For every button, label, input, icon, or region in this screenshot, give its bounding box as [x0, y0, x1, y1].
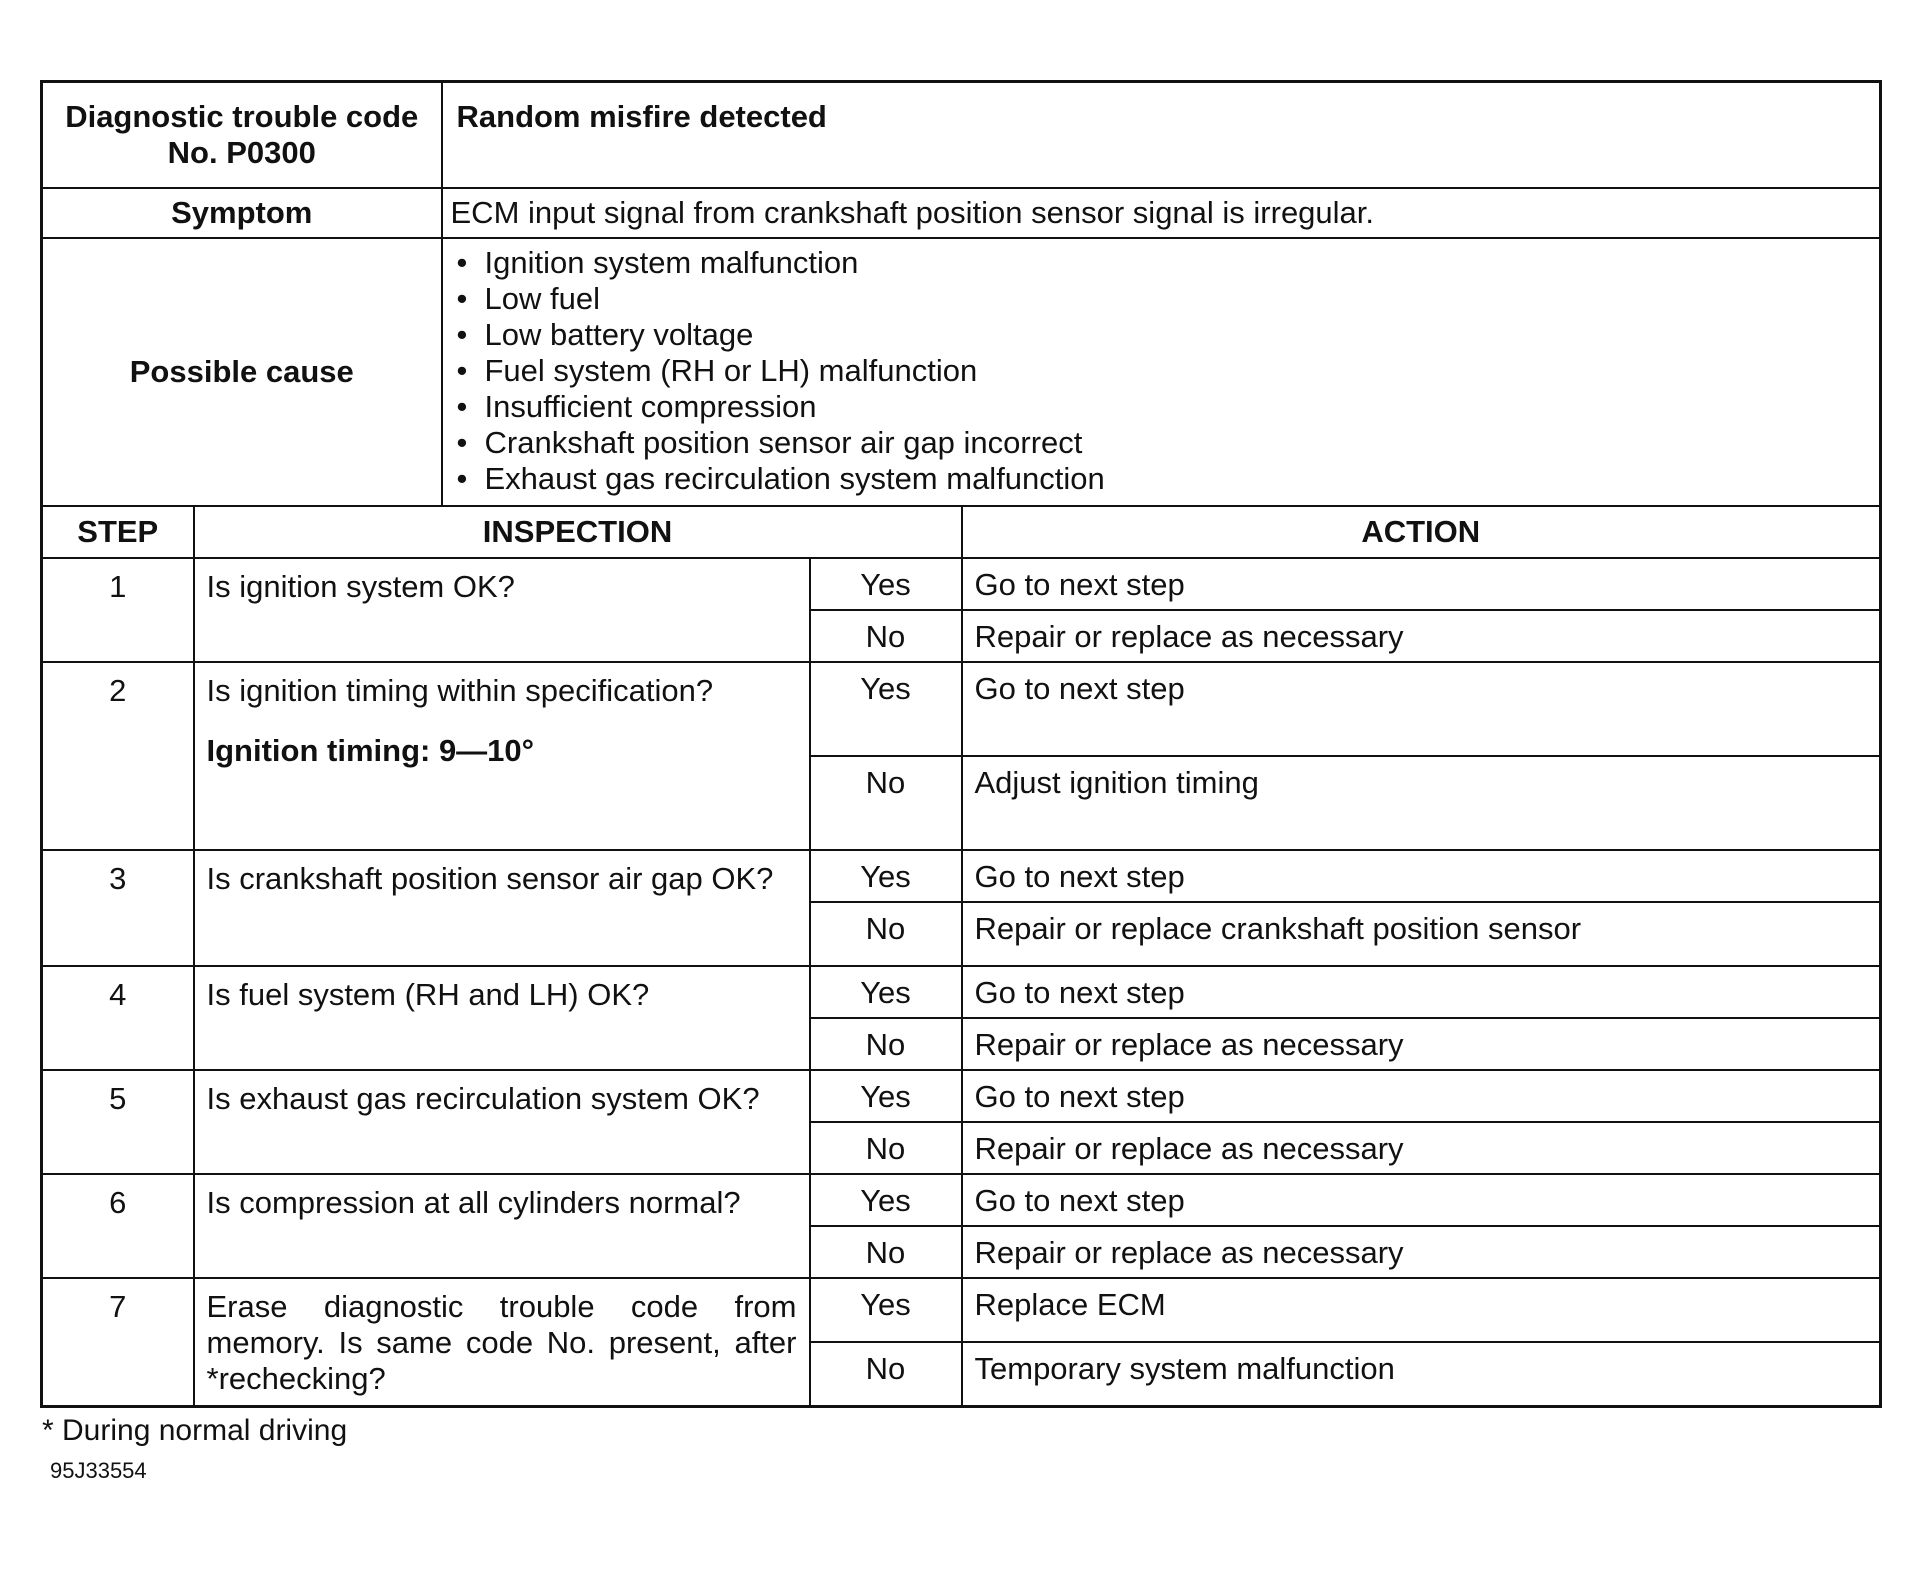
- inspection-text: Is compression at all cylinders normal?: [194, 1174, 810, 1278]
- cause-item: • Low fuel: [457, 281, 1880, 317]
- inspection-text: Is ignition system OK?: [194, 558, 810, 662]
- yes-label: Yes: [810, 1278, 962, 1342]
- table-row: [42, 966, 1881, 1018]
- no-label: No: [810, 756, 962, 850]
- yes-action: Go to next step: [962, 1070, 1881, 1122]
- no-label: No: [810, 1342, 962, 1406]
- no-action: Repair or replace as necessary: [962, 1122, 1881, 1174]
- yes-action: Go to next step: [962, 966, 1881, 1018]
- cause-item: • Low battery voltage: [457, 317, 1880, 353]
- cause-item: • Exhaust gas recirculation system malfunction: [457, 461, 1880, 497]
- inspection-text: Is exhaust gas recirculation system OK?: [194, 1070, 810, 1174]
- yes-label: Yes: [810, 662, 962, 756]
- cause-item: • Fuel system (RH or LH) malfunction: [457, 353, 1880, 389]
- table-row: [42, 850, 1881, 902]
- no-label: No: [810, 610, 962, 662]
- footnote: * During normal driving: [42, 1413, 348, 1447]
- yes-label: Yes: [810, 850, 962, 902]
- possible-cause-cell: [442, 238, 1881, 506]
- step-number: 6: [42, 1174, 194, 1278]
- inspection-text: Is crankshaft position sensor air gap OK?: [194, 850, 810, 966]
- cause-item: • Insufficient compression: [457, 389, 1880, 425]
- inspection-text: Is ignition timing within specification?: [206, 673, 714, 708]
- step-number: 3: [42, 850, 194, 966]
- no-action: Adjust ignition timing: [962, 756, 1881, 850]
- symptom-value: ECM input signal from crankshaft position sensor signal is irregular.: [442, 188, 1881, 238]
- dtc-code-label: Diagnostic trouble code No. P0300: [42, 82, 442, 189]
- inspection-column-header: INSPECTION: [194, 506, 962, 558]
- action-column-header: ACTION: [962, 506, 1881, 558]
- dtc-code-value: Random misfire detected: [442, 82, 1881, 189]
- no-label: No: [810, 1226, 962, 1278]
- yes-action: Replace ECM: [962, 1278, 1881, 1342]
- cause-item: • Ignition system malfunction: [457, 245, 1880, 281]
- no-action: Repair or replace crankshaft position sensor: [962, 902, 1881, 966]
- yes-action: Go to next step: [962, 850, 1881, 902]
- diagnostic-table: [40, 80, 1882, 1408]
- diagnostic-document: [40, 80, 1882, 1484]
- yes-label: Yes: [810, 1070, 962, 1122]
- possible-cause-list: [443, 239, 1880, 505]
- no-action: Repair or replace as necessary: [962, 1018, 1881, 1070]
- figure-id: 95J33554: [50, 1457, 147, 1483]
- table-row: [42, 1278, 1881, 1342]
- no-label: No: [810, 902, 962, 966]
- yes-action: Go to next step: [962, 1174, 1881, 1226]
- no-action: Repair or replace as necessary: [962, 1226, 1881, 1278]
- possible-cause-label: Possible cause: [42, 238, 442, 506]
- yes-action: Go to next step: [962, 558, 1881, 610]
- table-row: [42, 1070, 1881, 1122]
- step-number: 2: [42, 662, 194, 850]
- table-row: [42, 1174, 1881, 1226]
- yes-label: Yes: [810, 558, 962, 610]
- no-label: No: [810, 1018, 962, 1070]
- inspection-cell: [194, 662, 810, 850]
- cause-item: • Crankshaft position sensor air gap incorrect: [457, 425, 1880, 461]
- yes-action: Go to next step: [962, 662, 1881, 756]
- no-label: No: [810, 1122, 962, 1174]
- table-row: [42, 662, 1881, 756]
- no-action: Repair or replace as necessary: [962, 610, 1881, 662]
- no-action: Temporary system malfunction: [962, 1342, 1881, 1406]
- table-row: [42, 558, 1881, 610]
- step-number: 5: [42, 1070, 194, 1174]
- inspection-text: Is fuel system (RH and LH) OK?: [194, 966, 810, 1070]
- step-number: 4: [42, 966, 194, 1070]
- yes-label: Yes: [810, 1174, 962, 1226]
- step-number: 1: [42, 558, 194, 662]
- symptom-label: Symptom: [42, 188, 442, 238]
- step-column-header: STEP: [42, 506, 194, 558]
- yes-label: Yes: [810, 966, 962, 1018]
- ignition-timing-spec: Ignition timing: 9—10°: [206, 733, 535, 768]
- inspection-text: Erase diagnostic trouble code from memory. Is same code No. present, after *rechecking?: [194, 1278, 810, 1406]
- step-number: 7: [42, 1278, 194, 1406]
